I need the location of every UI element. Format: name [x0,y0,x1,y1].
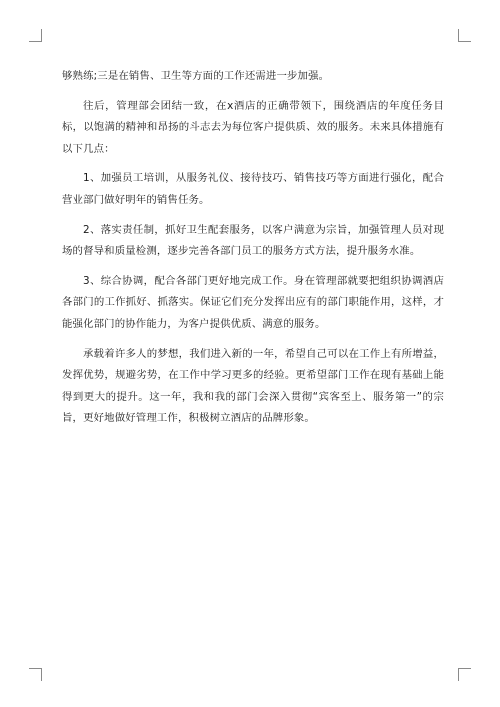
paragraph-measure-2: 2、落实责任制，抓好卫生配套服务，以客户满意为宗旨，加强管理人员对现场的督导和质量检测，逐步完善各部门员工的服务方式方法，提升服务水准。 [62,223,444,258]
crop-mark-top-right [458,29,471,42]
paragraph-measure-1: 1、加强员工培训，从服务礼仪、接待技巧、销售技巧等方面进行强化，配合营业部门做好明年的销售任务。 [62,172,444,206]
paragraph-measure-3: 3、综合协调，配合各部门更好地完成工作。身在管理部就要把组织协调酒店各部门的工作抓好、抓落实。保证它们充分发挥出应有的部门职能作用，这样，才能强化部门的协作能力，为客户提供优质、满意的服务。 [62,274,444,330]
crop-mark-bottom-left [29,668,42,681]
paragraph-continued: 够熟练;三是在销售、卫生等方面的工作还需进一步加强。 [62,70,330,82]
document-body [62,66,444,438]
paragraph-outlook: 往后，管理部会团结一致，在x酒店的正确带领下，围绕酒店的年度任务目标，以饱满的精神和昂扬的斗志去为每位客户提供质、效的服务。未来具体措施有以下几点： [62,99,444,155]
paragraph-closing: 承载着许多人的梦想，我们进入新的一年，希望自己可以在工作上有所增益，发挥优势，规避劣势，在工作中学习更多的经验。更希望部门工作在现有基础上能得到更大的提升。这一年，我和我的部门会深入贯彻“宾客至上、服务第一”的宗旨，更好地做好管理工作，积极树立酒店的品牌形象。 [62,347,444,425]
crop-mark-bottom-right [458,668,471,681]
crop-mark-top-left [29,29,42,42]
